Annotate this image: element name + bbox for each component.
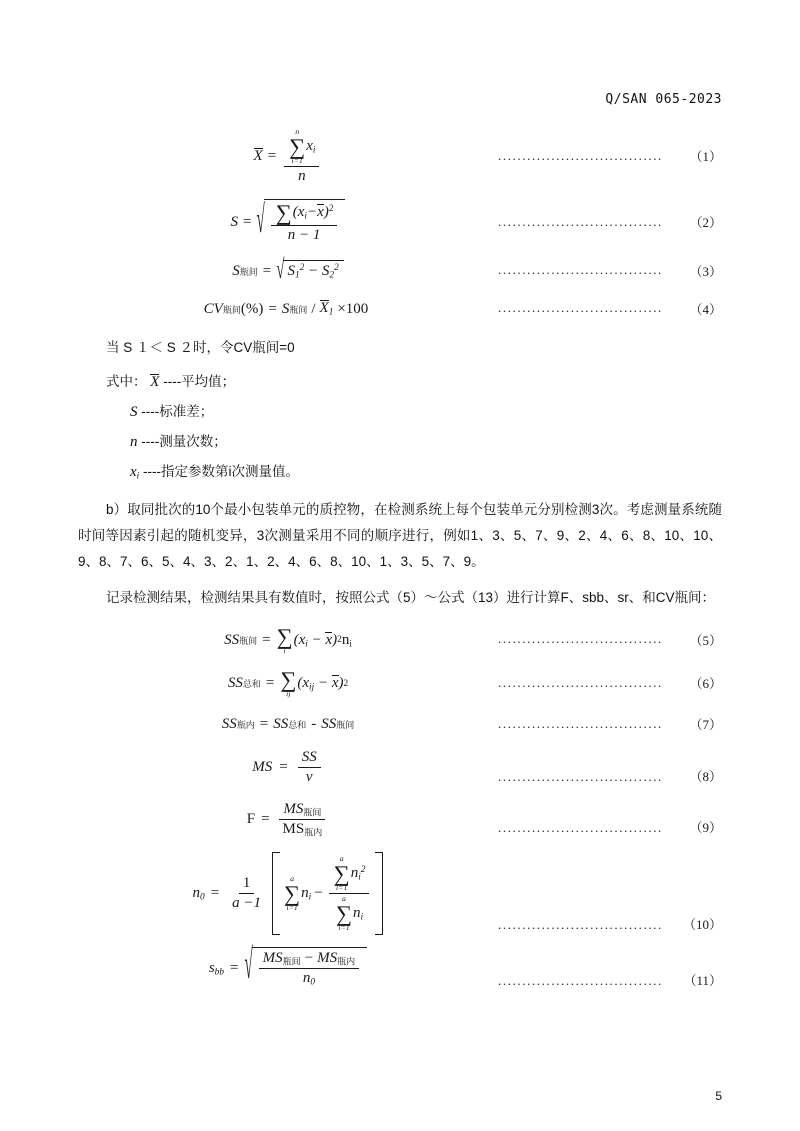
leader-dots-9: .................................. xyxy=(498,820,663,836)
definition-xi: ----指定参数第i次测量值。 xyxy=(143,463,300,479)
formula-row-8 xyxy=(78,749,722,787)
formula-number-10: （10） xyxy=(682,917,722,933)
formula-number-9: （9） xyxy=(689,820,722,836)
leader-dots-3: .................................. xyxy=(498,262,663,278)
subscript-between-cv: 瓶间 xyxy=(222,304,241,315)
subscript-between-ss: 瓶间 xyxy=(239,635,258,646)
where-line: 式中： X ----平均值； xyxy=(106,373,236,390)
definition-row-n xyxy=(78,427,722,457)
definition-row-s xyxy=(78,397,722,427)
leader-dots-4: .................................. xyxy=(498,300,663,316)
where-label: 式中： xyxy=(106,373,147,389)
formula-row-3 xyxy=(78,255,722,285)
subscript-between-ms2: 瓶间 xyxy=(282,956,301,967)
formula-number-7: （7） xyxy=(689,717,722,733)
formula-row-1 xyxy=(78,128,722,185)
leader-dots-6: .................................. xyxy=(498,674,663,690)
subscript-total-ss: 总和 xyxy=(242,679,261,690)
ss-within-formula: SS 瓶内 = SS 总和 - SS 瓶间 xyxy=(221,716,355,733)
page-content xyxy=(78,120,722,991)
leader-dots-8: .................................. xyxy=(498,768,663,784)
page-header: Q/SAN 065-2023 xyxy=(605,92,722,107)
formula-number-6: （6） xyxy=(689,676,722,692)
formula-row-10 xyxy=(78,852,722,935)
subscript-between-s: 瓶间 xyxy=(289,304,308,315)
symbol-s: S xyxy=(130,403,138,420)
paragraph-b: b）取同批次的10个最小包装单元的质控物，在检测系统上每个包装单元分别检测3次。考虑测量系统随时间等因素引起的随机变异，3次测量采用不同的顺序进行，例如1、3、5、7、9、2、4、6、8、10、10、9、8、7、6、5、4、3、2、1、2、4、6、8、10、1、3、5、7、9。 xyxy=(78,501,722,570)
formula-row-4 xyxy=(78,299,722,320)
subscript-total-ss2: 总和 xyxy=(288,720,307,731)
standard-deviation-formula: S = √ ∑ $(x_i-x)^2$ n − 1 xyxy=(78,199,498,246)
sbb-formula: $s_{bb}$ = √ $\frac{\text{MS瓶间 − MS瓶内}}{n_0}$ xyxy=(78,947,498,991)
page-number: 5 xyxy=(715,1089,722,1103)
mean-formula: X = n ∑ i=1 $x_i$ n xyxy=(78,128,498,185)
formula-row-2 xyxy=(78,199,722,246)
symbol-xi: $x_i$ xyxy=(130,463,140,482)
condition-line xyxy=(78,334,722,361)
formula-number-4: （4） xyxy=(689,301,722,317)
formula-row-11 xyxy=(78,947,722,991)
subscript-within-ms2: 瓶内 xyxy=(337,956,356,967)
leader-dots-10: .................................. xyxy=(498,917,663,933)
formula-number-2: （2） xyxy=(689,215,722,231)
leader-dots-5: .................................. xyxy=(498,631,663,647)
subscript-within-ss: 瓶内 xyxy=(236,720,255,731)
formula-number-3: （3） xyxy=(689,263,722,279)
subscript-between-ms: 瓶间 xyxy=(303,806,322,817)
formula-number-5: （5） xyxy=(689,632,722,648)
formula-row-6 xyxy=(78,666,722,699)
definition-sd: ----标准差； xyxy=(141,403,214,419)
leader-dots-1: .................................. xyxy=(498,147,663,163)
n0-formula: $n_0$ = $\frac{1}{a -1}$ a ∑ i=1 $n_i$ − a ∑ i=1 $n_i^2$ a ∑ i=1 $n_i$ xyxy=(78,852,498,935)
paragraph-record: 记录检测结果，检测结果具有数值时，按照公式（5）～公式（13）进行计算F、sbb、sr、和CV瓶间： xyxy=(106,590,716,606)
leader-dots-11: .................................. xyxy=(498,972,663,988)
ss-between-formula: SS 瓶间 = ∑ i $(x_i - x)$ 2 $n_i$ xyxy=(224,623,352,656)
formula-number-8: （8） xyxy=(689,768,722,784)
formula-row-9 xyxy=(78,801,722,839)
formula-row-7 xyxy=(78,714,722,735)
ss-total-formula: SS 总和 = ∑ ij $(x_{ij} - x)$ 2 xyxy=(227,666,349,699)
definition-row-xi xyxy=(78,457,722,487)
subscript-within-ms: 瓶内 xyxy=(304,827,323,838)
symbol-n: n xyxy=(130,433,138,450)
leader-dots-7: .................................. xyxy=(498,715,663,731)
formula-row-5 xyxy=(78,623,722,656)
ms-formula: MS = $\frac{SS}{v}$ xyxy=(78,749,498,787)
condition-text: 当 S １＜ S ２时，令CV瓶间=0 xyxy=(106,339,295,355)
subscript-between-ss2: 瓶间 xyxy=(336,720,355,731)
subscript-between: 瓶间 xyxy=(239,266,258,277)
formula-number-11: （11） xyxy=(683,972,722,988)
leader-dots-2: .................................. xyxy=(498,213,663,229)
definition-count: ----测量次数； xyxy=(141,433,227,449)
f-formula: F = $\frac{\text{MS瓶间}}{\text{MS瓶内}}$ xyxy=(78,801,498,839)
definition-mean: ----平均值； xyxy=(163,373,236,389)
cv-formula: CV 瓶间 (%) = S 瓶间 / $X_1$ ×100 xyxy=(203,300,369,318)
between-bottle-sd-formula: S 瓶间 = √ $S_1^2 - S_2^2$ xyxy=(78,260,498,283)
formula-number-1: （1） xyxy=(689,149,722,165)
